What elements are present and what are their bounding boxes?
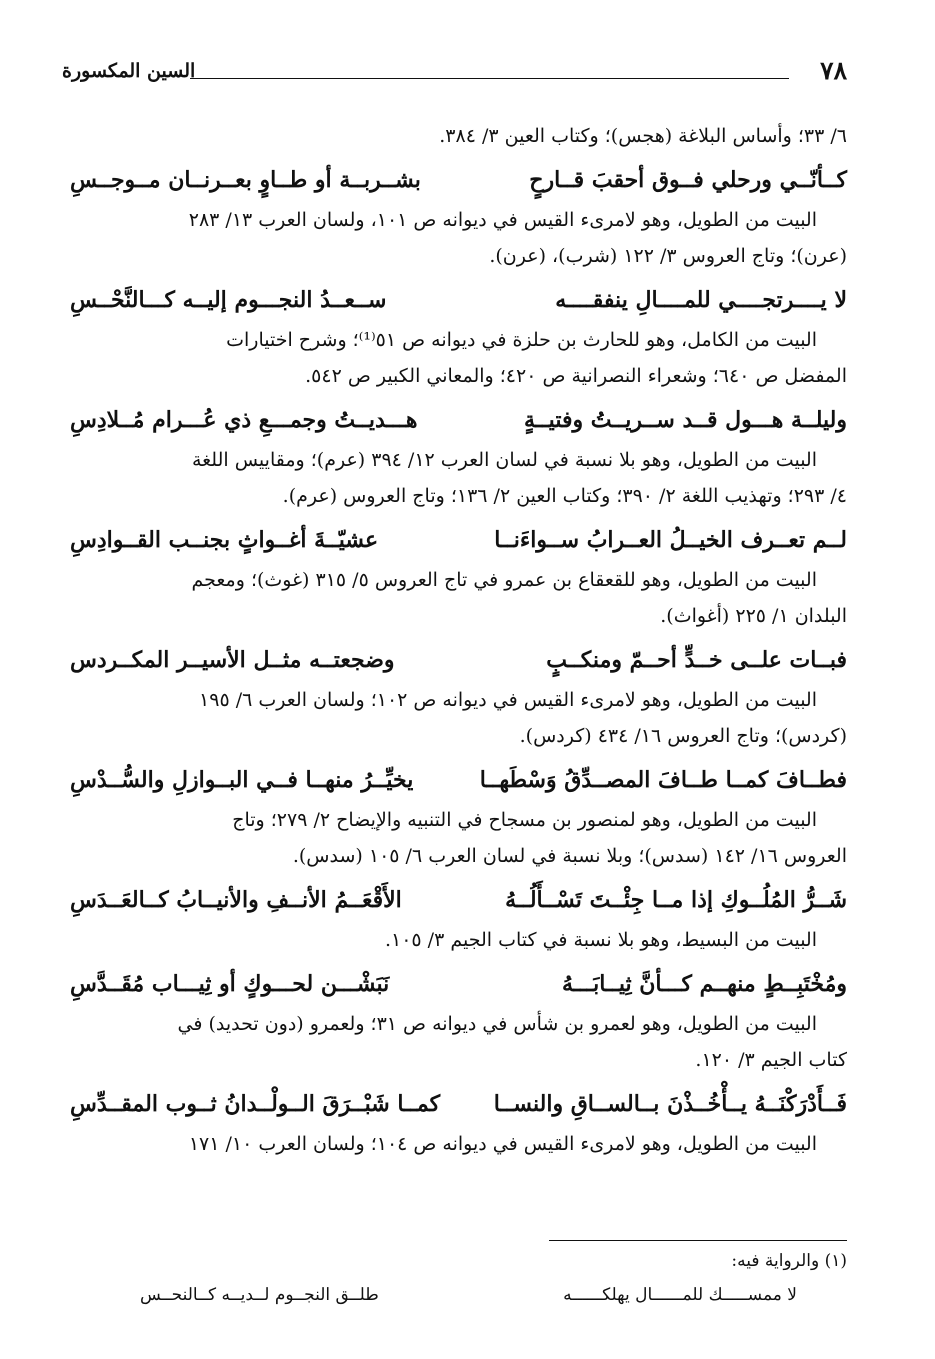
first-hemistich: ومُخْتَبِــطٍ منهــم كـــأنَّ ثِيــابَـــهُ (561, 971, 847, 997)
verse-line (70, 158, 847, 202)
commentary-line: البيت من البسيط، وهو بلا نسبة في كتاب الجيم ٣/ ١٠٥. (384, 929, 817, 951)
commentary-line: البيت من الطويل، وهو لامرىء القيس في ديوانه ص ١٠٤؛ ولسان العرب ١٠/ ١٧١ (188, 1133, 817, 1155)
commentary-line: البلدان ١/ ٢٢٥ (أغواث). (660, 605, 847, 627)
first-hemistich: فَــأَدْرَكْنَــهُ يــأْخُــذْنَ بــالســاقِ والنســا (493, 1091, 847, 1117)
commentary-line: البيت من الطويل، وهو للقعقاع بن عمرو في تاج العروس ٥/ ٣١٥ (غوث)؛ ومعجم (191, 569, 817, 591)
second-hemistich: ســعــدُ النجـــوم إليــه كـــالنَّحْــسِ (70, 287, 387, 313)
commentary-line: كتاب الجيم ٣/ ١٢٠. (695, 1049, 847, 1071)
verse-line (70, 278, 847, 322)
footnote (120, 1246, 847, 1314)
first-hemistich: شَــرُّ المُلُــوكِ إذا مــا جِئْــتَ تَسْــأَلُــهُ (505, 887, 847, 913)
commentary-line: البيت من الكامل، وهو للحارث بن حلزة في ديوانه ص ٥١⁽¹⁾؛ وشرح اختيارات (226, 329, 817, 351)
commentary-line: البيت من الطويل، وهو لامرىء القيس في ديوانه ص ١٠٢؛ ولسان العرب ٦/ ١٩٥ (199, 689, 817, 711)
first-hemistich: فطــافَ كمــا طــافَ المصــدِّقُ وَسْطَهــا (479, 767, 847, 793)
main-text (70, 118, 847, 1166)
second-hemistich: عشيّــةَ أغــواثٍ بجنــب القــوادِسِ (70, 527, 379, 553)
commentary-line: ٦/ ٣٣؛ وأساس البلاغة (هجس)؛ وكتاب العين ٣/ ٣٨٤. (439, 125, 847, 147)
commentary-line: ٤/ ٢٩٣؛ وتهذيب اللغة ٢/ ٣٩٠؛ وكتاب العين ٢/ ١٣٦؛ وتاج العروس (عرم). (282, 485, 847, 507)
footnote-rule (549, 1240, 847, 1241)
first-hemistich: فبــات علــى خــدٍّ أحــمّ ومنكــبٍ (546, 647, 847, 673)
first-hemistich: كــأنّــي ورحلي فــوق أحقبَ قــارحٍ (529, 167, 847, 193)
verse-line (70, 398, 847, 442)
second-hemistich: نَبَشْـــن لحـــوكٍ أو ثِيـــاب مُقَــدَّسِ (70, 971, 390, 997)
commentary-line: البيت من الطويل، وهو بلا نسبة في لسان العرب ١٢/ ٣٩٤ (عرم)؛ ومقاييس اللغة (191, 449, 817, 471)
verse-line (70, 878, 847, 922)
verse-line (70, 962, 847, 1006)
verse-line (70, 1082, 847, 1126)
footnote-verse (120, 1280, 847, 1314)
footnote-label: (١) والرواية فيه: (731, 1251, 847, 1271)
verse-line (70, 518, 847, 562)
running-title: السين المكسورة (62, 60, 196, 82)
verse-line (70, 638, 847, 682)
second-hemistich: يخيِّــرُ منهــا فــي البــوازلِ والسُّــدْسِ (70, 767, 414, 793)
footnote-second-hemistich: طلــق النجــوم لــديــه كــالنحــس (140, 1285, 379, 1305)
commentary-line: البيت من الطويل، وهو لامرىء القيس في ديوانه ص ١٠١، ولسان العرب ١٣/ ٢٨٣ (188, 209, 817, 231)
first-hemistich: وليلــة هـــول قــد ســريــتُ وفتيــةٍ (524, 407, 847, 433)
second-hemistich: وضجعتــه مثــل الأسيــر المكــردس (70, 647, 395, 673)
page-header (62, 56, 847, 92)
first-hemistich: لا يــــرتجــــي للمــــالِ ينفقــــه (555, 287, 847, 313)
commentary-line: المفضل ص ٦٤٠؛ وشعراء النصرانية ص ٤٢٠؛ والمعاني الكبير ص ٥٤٢. (305, 365, 847, 387)
commentary-line: العروس ١٦/ ١٤٢ (سدس)؛ وبلا نسبة في لسان العرب ٦/ ١٠٥ (سدس). (292, 845, 847, 867)
second-hemistich: كمــا شَبْــرَقَ الــولْــدانُ ثــوب المقــدِّسِ (70, 1091, 441, 1117)
header-rule (190, 78, 789, 79)
commentary-line: (كردس)؛ وتاج العروس ١٦/ ٤٣٤ (كردس). (519, 725, 847, 747)
commentary-line: (عرن)؛ وتاج العروس ٣/ ١٢٢ (شرب)، (عرن). (489, 245, 847, 267)
commentary-line: البيت من الطويل، وهو لعمرو بن شأس في ديوانه ص ٣١؛ ولعمرو (دون تحديد) في (177, 1013, 817, 1035)
second-hemistich: هـــديــتُ وجمـــعِ ذي عُـــرام مُــلادِسِ (70, 407, 418, 433)
commentary-line: البيت من الطويل، وهو لمنصور بن مسجاح في التنبيه والإيضاح ٢/ ٢٧٩؛ وتاج (232, 809, 817, 831)
first-hemistich: لــم تعــرف الخيــلُ العــرابُ ســواءَنــا (494, 527, 847, 553)
second-hemistich: الأَقْعَــمُ الأنــفِ والأنيــابُ كــالعَــدَسِ (70, 887, 402, 913)
second-hemistich: بشــربــة أو طــاوٍ بعــرنــان مــوجــسِ (70, 167, 421, 193)
footnote-first-hemistich: لا ممســـــك للمــــــال يهلكــــــه (563, 1285, 797, 1305)
verse-line (70, 758, 847, 802)
page-number: ٧٨ (820, 56, 847, 85)
